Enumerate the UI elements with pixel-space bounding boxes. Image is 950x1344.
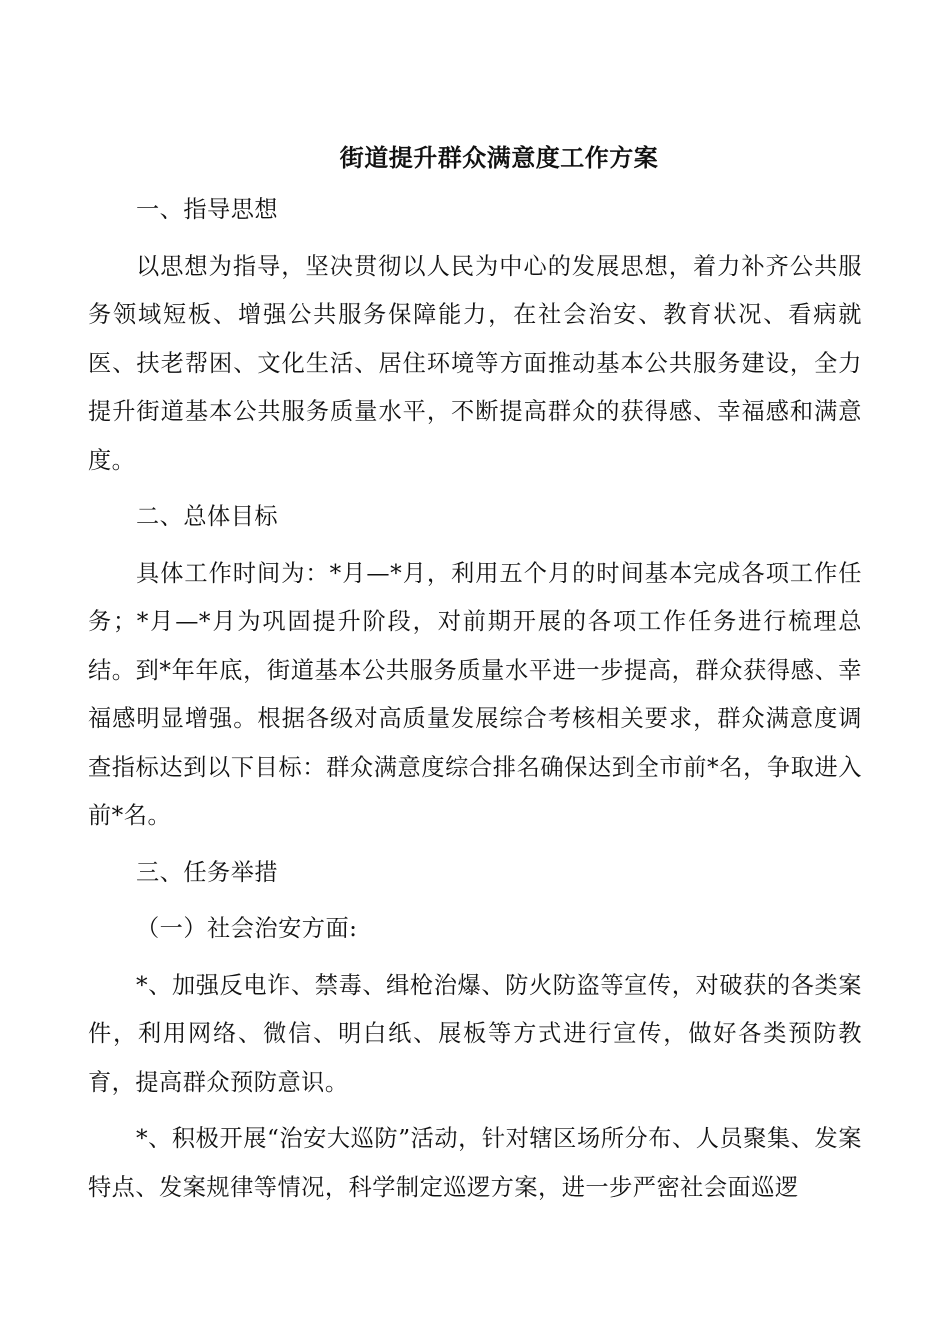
document-body bbox=[88, 186, 862, 1212]
document-title: 街道提升群众满意度工作方案 bbox=[339, 143, 659, 172]
subheading-public-security: （一）社会治安方面: bbox=[136, 915, 358, 942]
section-heading-guiding-ideology: 一、指导思想 bbox=[136, 196, 279, 223]
list-item-patrol: *、积极开展“治安大巡防”活动，针对辖区场所分布、人员聚集、发案特点、发案规律等情况，科学制定巡逻方案，进一步严密社会面巡逻 bbox=[88, 1125, 862, 1201]
list-item-publicity: *、加强反电诈、禁毒、缉枪治爆、防火防盗等宣传，对破获的各类案件，利用网络、微信、明白纸、展板等方式进行宣传，做好各类预防教育，提高群众预防意识。 bbox=[88, 971, 862, 1096]
paragraph-overall-goals: 具体工作时间为：*月—*月，利用五个月的时间基本完成各项工作任务；*月—*月为巩固提升阶段，对前期开展的各项工作任务进行梳理总结。到*年年底，街道基本公共服务质量水平进一步提高，群众获得感、幸福感明显增强。根据各级对高质量发展综合考核相关要求，群众满意度调查指标达到以下目标：群众满意度综合排名确保达到全市前*名，争取进入前*名。 bbox=[88, 559, 862, 829]
paragraph-guiding-ideology: 以思想为指导，坚决贯彻以人民为中心的发展思想，着力补齐公共服务领域短板、增强公共服务保障能力，在社会治安、教育状况、看病就医、扶老帮困、文化生活、居住环境等方面推动基本公共服务建设，全力提升街道基本公共服务质量水平，不断提高群众的获得感、幸福感和满意度。 bbox=[88, 252, 862, 474]
section-heading-tasks: 三、任务举措 bbox=[136, 858, 279, 886]
section-heading-overall-goals: 二、总体目标 bbox=[136, 503, 279, 530]
